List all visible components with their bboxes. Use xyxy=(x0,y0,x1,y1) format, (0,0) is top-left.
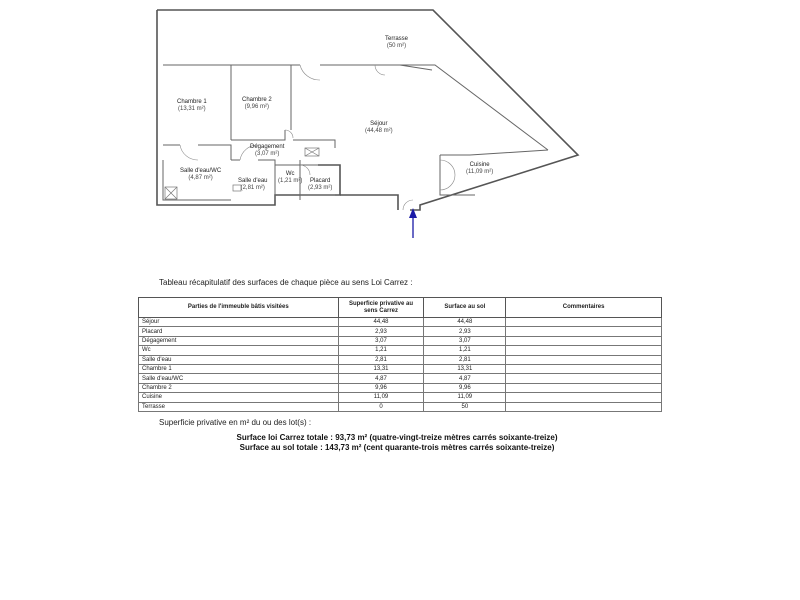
room-area: (2,81 m²) xyxy=(240,185,265,191)
surface-table xyxy=(138,297,662,412)
row-floor: 2,81 xyxy=(424,355,506,364)
table-row xyxy=(139,355,662,364)
row-floor: 2,93 xyxy=(424,327,506,336)
carrez-total: Surface loi Carrez totale : 93,73 m² (quatre-vingt-treize mètres carrés soixante-treize) xyxy=(236,433,558,442)
row-name: Chambre 1 xyxy=(139,364,339,373)
row-comment xyxy=(506,393,662,402)
table-row xyxy=(139,374,662,383)
room-name: Dégagement xyxy=(250,144,285,150)
room-area: (3,07 m²) xyxy=(255,151,280,157)
room-area: (1,21 m²) xyxy=(278,178,303,184)
room-label-wc xyxy=(278,171,302,185)
header-comments: Commentaires xyxy=(506,298,662,318)
row-comment xyxy=(506,346,662,355)
room-name: Séjour xyxy=(370,121,388,127)
room-name: Chambre 1 xyxy=(177,99,207,105)
row-comment xyxy=(506,402,662,411)
row-comment xyxy=(506,327,662,336)
room-label-terrasse xyxy=(385,36,408,50)
row-name: Terrasse xyxy=(139,402,339,411)
table-row xyxy=(139,402,662,411)
row-comment xyxy=(506,383,662,392)
row-carrez: 11,09 xyxy=(338,393,424,402)
row-carrez: 2,81 xyxy=(338,355,424,364)
row-floor: 1,21 xyxy=(424,346,506,355)
row-name: Cuisine xyxy=(139,393,339,402)
row-carrez: 9,96 xyxy=(338,383,424,392)
floor-total: Surface au sol totale : 143,73 m² (cent quarante-trois mètres carrés soixante-treize) xyxy=(239,443,555,452)
room-area: (4,87 m²) xyxy=(188,175,213,181)
row-carrez: 3,07 xyxy=(338,336,424,345)
room-area: (50 m²) xyxy=(386,43,407,49)
row-carrez: 4,87 xyxy=(338,374,424,383)
room-name: Wc xyxy=(285,171,295,177)
room-label-cuisine xyxy=(466,162,493,176)
room-label-degagement xyxy=(250,144,284,158)
room-area: (44,48 m²) xyxy=(365,128,393,134)
row-name: Salle d'eau xyxy=(139,355,339,364)
row-floor: 11,09 xyxy=(424,393,506,402)
row-carrez: 2,93 xyxy=(338,327,424,336)
room-label-chambre-2 xyxy=(242,97,272,111)
room-label-sejour xyxy=(365,121,393,135)
table-header-row xyxy=(139,298,662,318)
row-floor: 44,48 xyxy=(424,318,506,327)
summary-intro: Superficie privative en m² du ou des lot(s) : xyxy=(159,418,312,427)
row-comment xyxy=(506,318,662,327)
row-name: Wc xyxy=(139,346,339,355)
row-carrez: 0 xyxy=(338,402,424,411)
row-name: Dégagement xyxy=(139,336,339,345)
table-row xyxy=(139,327,662,336)
header-floor: Surface au sol xyxy=(424,298,506,318)
room-area: (9,96 m²) xyxy=(244,104,270,110)
row-floor: 4,87 xyxy=(424,374,506,383)
row-comment xyxy=(506,336,662,345)
table-row xyxy=(139,318,662,327)
table-row xyxy=(139,364,662,373)
room-name: Cuisine xyxy=(469,162,490,168)
room-label-chambre-1 xyxy=(177,99,207,113)
room-name: Salle d'eau xyxy=(238,178,268,184)
plan-labels xyxy=(0,0,800,260)
row-comment xyxy=(506,374,662,383)
row-floor: 13,31 xyxy=(424,364,506,373)
row-carrez: 13,31 xyxy=(338,364,424,373)
room-name: Terrasse xyxy=(385,36,409,42)
row-floor: 50 xyxy=(424,402,506,411)
row-name: Chambre 2 xyxy=(139,383,339,392)
row-floor: 3,07 xyxy=(424,336,506,345)
row-floor: 9,96 xyxy=(424,383,506,392)
row-name: Salle d'eau/WC xyxy=(139,374,339,383)
row-name: Séjour xyxy=(139,318,339,327)
row-name: Placard xyxy=(139,327,339,336)
room-label-salle-eau xyxy=(238,178,268,192)
room-name: Chambre 2 xyxy=(242,97,272,103)
table-caption: Tableau récapitulatif des surfaces de chaque pièce au sens Loi Carrez : xyxy=(159,278,413,287)
table-row xyxy=(139,393,662,402)
row-comment xyxy=(506,355,662,364)
room-area: (2,93 m²) xyxy=(308,185,333,191)
table-row xyxy=(139,346,662,355)
row-comment xyxy=(506,364,662,373)
table-row xyxy=(139,383,662,392)
header-part: Parties de l'immeuble bâtis visitées xyxy=(139,298,339,318)
room-label-placard xyxy=(308,178,332,192)
room-name: Placard xyxy=(310,178,331,184)
row-carrez: 44,48 xyxy=(338,318,424,327)
table-row xyxy=(139,336,662,345)
room-name: Salle d'eau/WC xyxy=(180,168,222,174)
room-area: (13,31 m²) xyxy=(178,106,206,112)
room-area: (11,09 m²) xyxy=(466,169,494,175)
header-carrez: Superficie privative au sens Carrez xyxy=(338,298,424,318)
row-carrez: 1,21 xyxy=(338,346,424,355)
room-label-salle-eau-wc xyxy=(180,168,221,182)
